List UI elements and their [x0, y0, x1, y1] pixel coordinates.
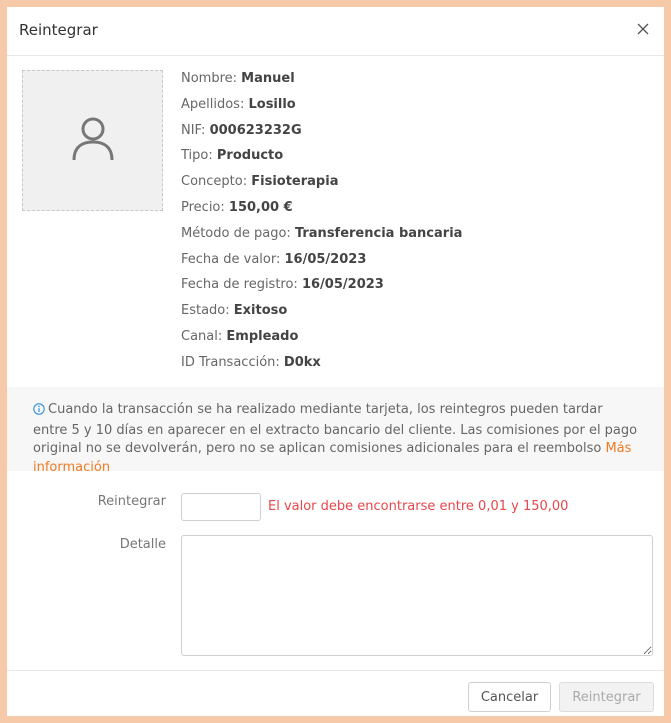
notice-text: Cuando la transacción se ha realizado mediante tarjeta, los reintegros pueden tardar entre 5 y 10 días en aparecer en el extracto bancario del cliente. Las comisiones por el pago original no se devolverán, pero no se aplican comisiones adicionales para el reembolso	[33, 402, 638, 456]
detail-apellidos: Apellidos: Losillo	[181, 96, 296, 112]
transaction-details	[181, 71, 462, 381]
detail-metodo-pago: Método de pago: Transferencia bancaria	[181, 225, 463, 241]
detail-label: Detalle	[119, 537, 166, 552]
detail-tipo: Tipo: Producto	[181, 148, 284, 164]
detail-fecha-valor: Fecha de valor: 16/05/2023	[181, 251, 367, 267]
detail-canal: Canal: Empleado	[181, 328, 299, 344]
more-info-link[interactable]: Más información	[33, 441, 632, 475]
detail-nif: NIF: 000623232G	[181, 122, 302, 138]
detail-textarea[interactable]	[181, 535, 653, 656]
detail-fecha-registro: Fecha de registro: 16/05/2023	[181, 277, 384, 293]
dialog-title: Reintegrar	[19, 21, 98, 39]
detail-id-transaccion: ID Transacción: D0kx	[181, 354, 321, 370]
detail-precio: Precio: 150,00 €	[181, 199, 293, 215]
detail-nombre: Nombre: Manuel	[181, 71, 295, 86]
info-circle-icon	[33, 403, 45, 422]
dialog-header	[7, 7, 664, 56]
detail-concepto: Concepto: Fisioterapia	[181, 174, 339, 190]
submit-refund-button[interactable]: Reintegrar	[559, 682, 654, 712]
amount-input[interactable]	[181, 493, 261, 521]
refund-dialog	[7, 7, 664, 716]
user-icon	[71, 116, 115, 166]
refund-notice	[7, 387, 664, 475]
close-icon[interactable]	[636, 22, 650, 36]
dialog-footer	[7, 670, 664, 717]
avatar	[22, 70, 163, 211]
amount-error: El valor debe encontrarse entre 0,01 y 150,00	[268, 499, 569, 514]
detail-estado: Estado: Exitoso	[181, 303, 288, 319]
transaction-info	[7, 56, 664, 386]
amount-label: Reintegrar	[97, 494, 166, 509]
cancel-button[interactable]: Cancelar	[468, 682, 551, 712]
